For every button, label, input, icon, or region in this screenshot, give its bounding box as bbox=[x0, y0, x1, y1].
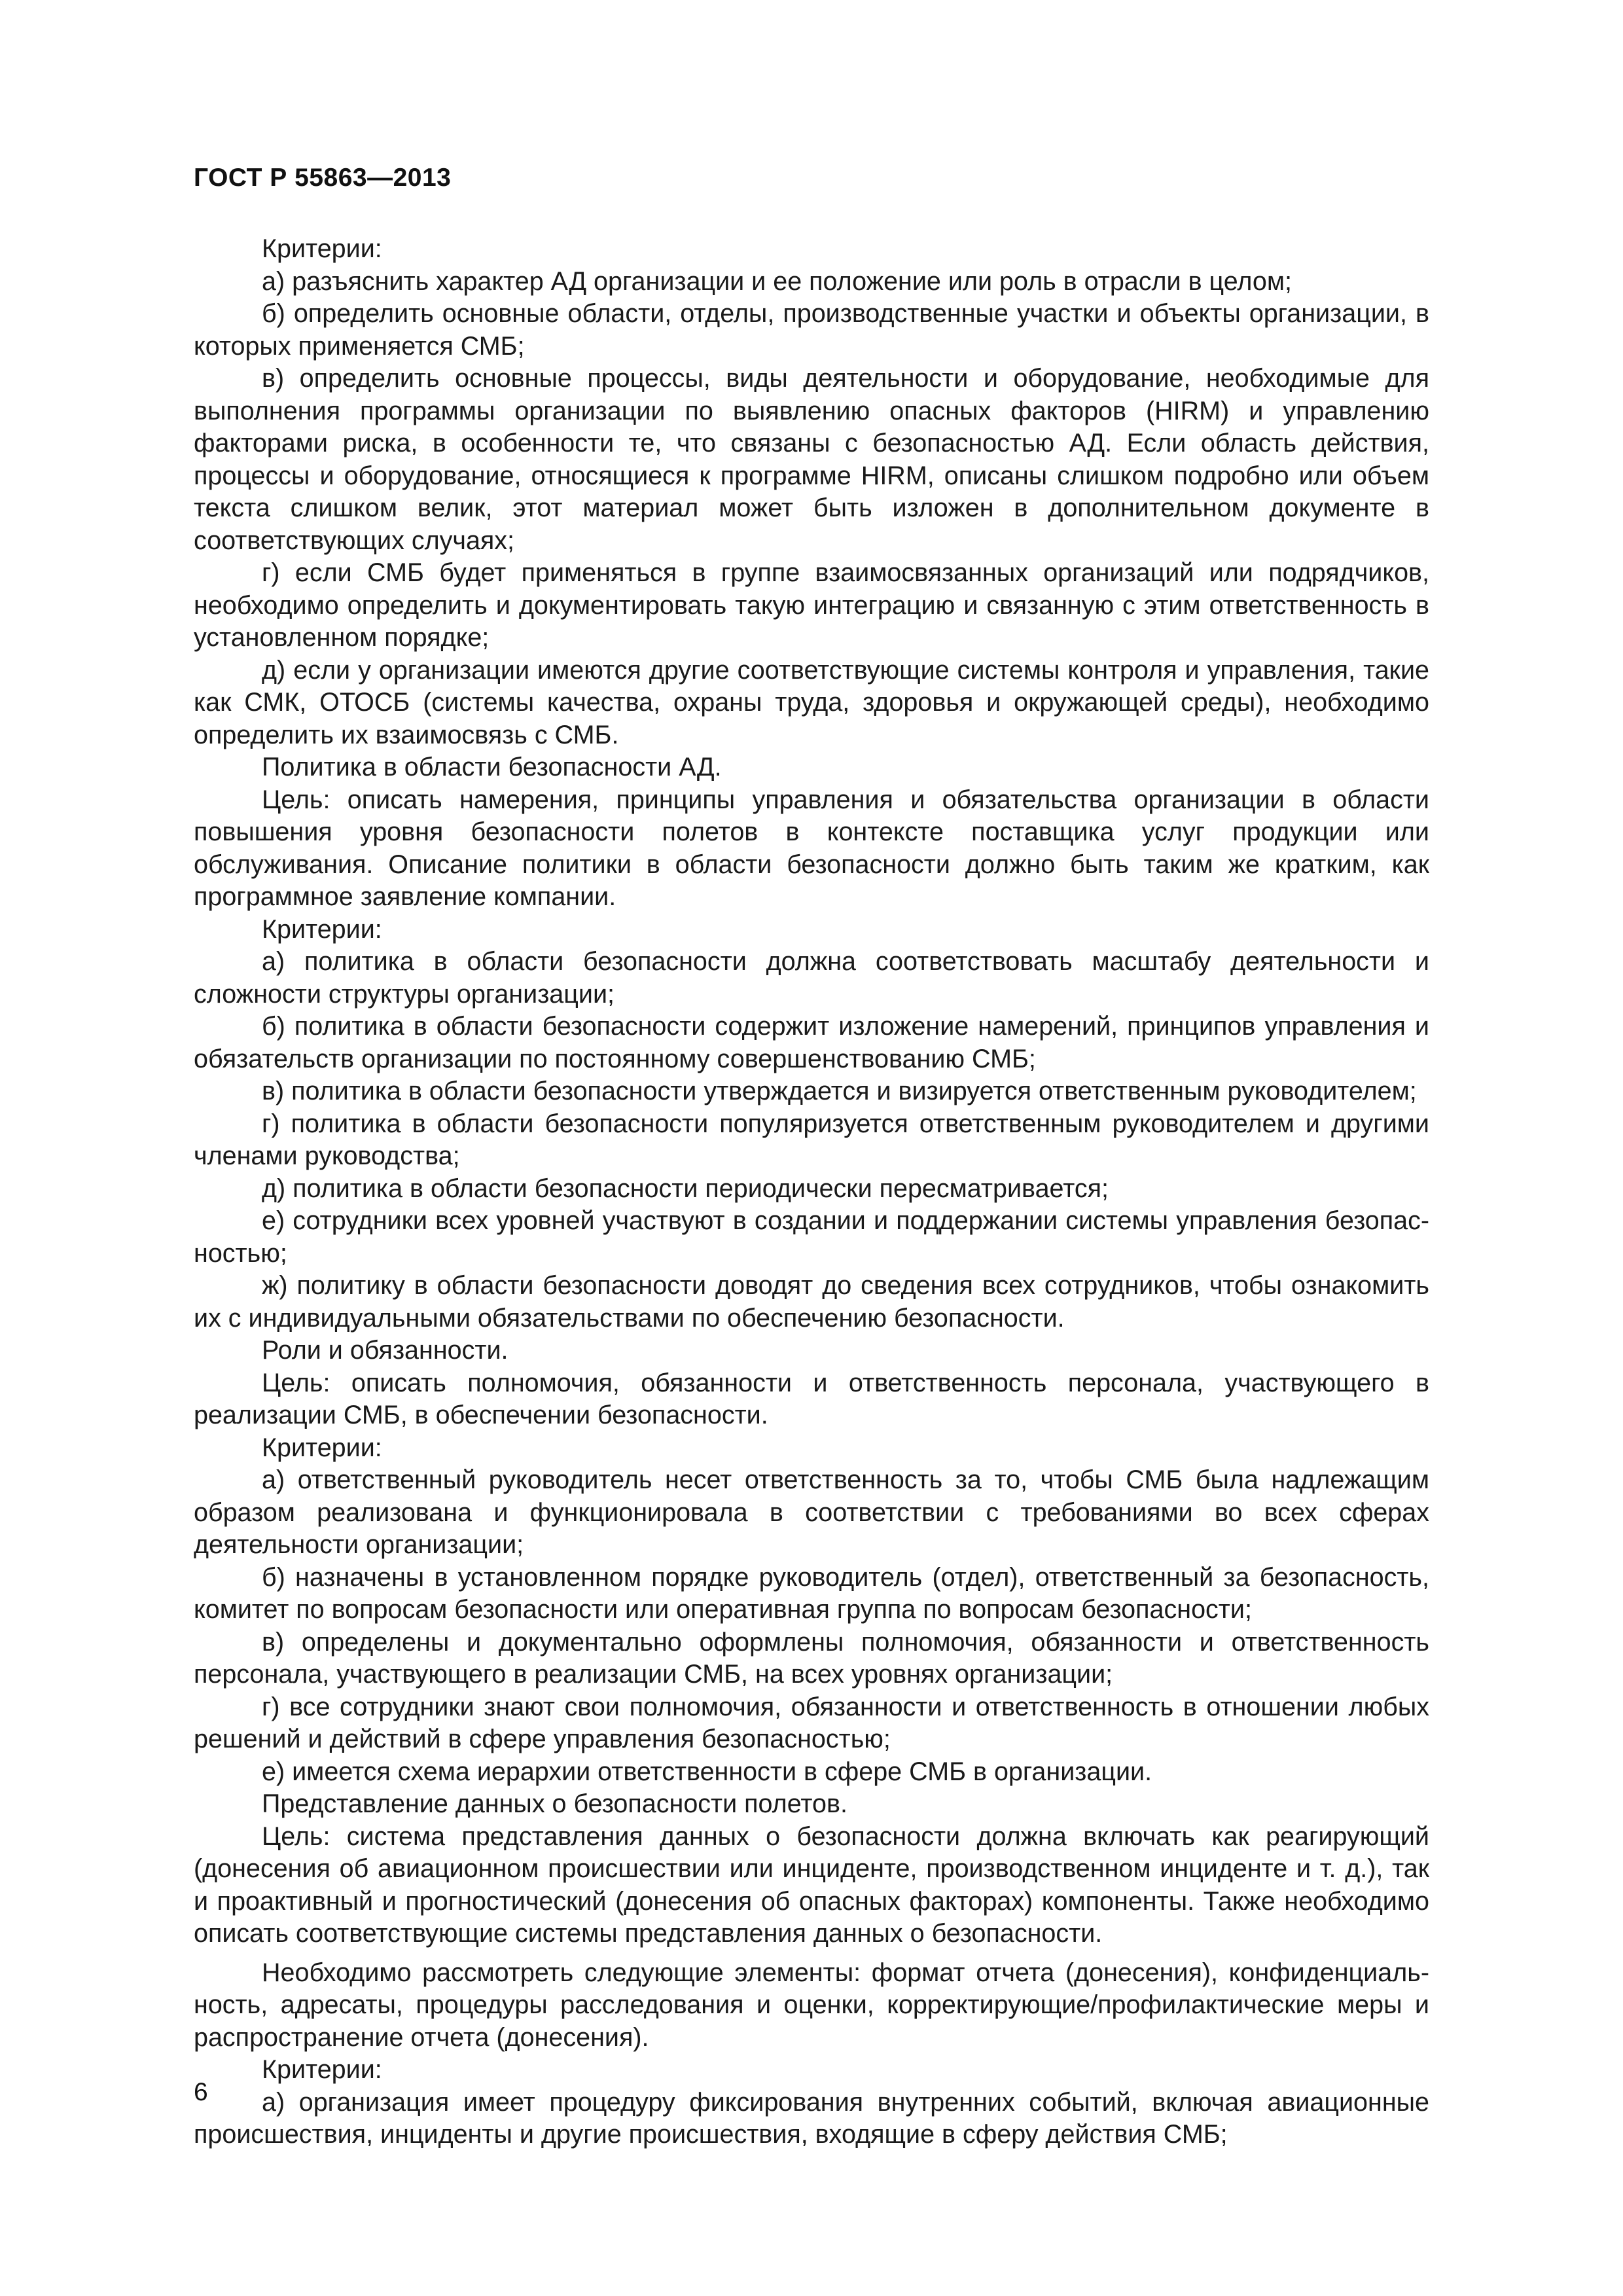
paragraph: б) назначены в установленном порядке руководитель (отдел), ответственный за безопасность, комитет по вопросам безопасности или оперативная группа по вопросам безопасности; bbox=[194, 1562, 1429, 1624]
page-number: 6 bbox=[194, 2078, 208, 2106]
paragraph: б) политика в области безопасности содержит изложение намерений, принципов управления и обязательств организации по постоянному совершенствованию СМБ; bbox=[194, 1012, 1429, 1073]
paragraph: Критерии: bbox=[262, 2055, 382, 2084]
paragraph: е) имеется схема иерархии ответственности в сфере СМБ в организации. bbox=[262, 1757, 1152, 1786]
paragraph: Цель: описать полномочия, обязанности и ответственность персонала, участвующего в реализации СМБ, в обеспечении безопасности. bbox=[194, 1368, 1429, 1429]
paragraph: б) определить основные области, отделы, производственные участки и объекты организации, в которых применяется СМБ; bbox=[194, 299, 1429, 361]
paragraph: Роли и обязанности. bbox=[262, 1336, 508, 1365]
paragraph: а) организация имеет процедуру фиксирования внутренних событий, включая авиационные происшествия, инциденты и другие происшествия, входящие в сферу действия СМБ; bbox=[194, 2087, 1429, 2149]
paragraph: д) если у организации имеются другие соответствующие системы контроля и управления, такие как СМК, ОТОСБ (системы качества, охраны труда, здоровья и окружающей среды), необходимо определить их взаимосвязь с СМБ. bbox=[194, 655, 1429, 749]
paragraph: Цель: система представления данных о безопасности должна включать как реагирующий (донесения об авиационном происшествии или инциденте, производственном инциденте и т. д.), так и проактивный и прогностический (донесения об опасных факторах) компоненты. Также необходимо описать соответствующие системы представления данных о безопасности. bbox=[194, 1821, 1429, 1948]
paragraph: Критерии: bbox=[262, 1433, 382, 1462]
paragraph: в) определить основные процессы, виды деятельности и оборудование, необходимые для выполнения программы организации по выявлению опасных факторов (HIRM) и управлению факторами риска, в особенности те, что связаны с безопасностью АД. Если область действия, процессы и оборудование, относящиеся к программе HIRM, описаны слишком подробно или объем текста слишком велик, этот материал может быть изложен в дополнительном документе в соответствующих случаях; bbox=[194, 364, 1429, 555]
paragraph: Необходимо рассмотреть следующие элементы: формат отчета (донесения), конфиденциальность, адресаты, процедуры расследования и оценки, корректирующие/профилактические меры и распространение отчета (донесения). bbox=[194, 1958, 1429, 2052]
paragraph: Критерии: bbox=[262, 914, 382, 944]
paragraph: г) если СМБ будет применяться в группе взаимосвязанных организаций или подрядчиков, необходимо определить и документировать такую интеграцию и связанную с этим ответственность в установленном порядке; bbox=[194, 558, 1429, 652]
document-header: ГОСТ Р 55863—2013 bbox=[194, 164, 452, 192]
paragraph: Цель: описать намерения, принципы управления и обязательства организации в области повышения уровня безопасности полетов в контексте поставщика услуг продукции или обслуживания. Описание политики в области безопасности должно быть таким же кратким, как программное заявление компании. bbox=[194, 785, 1429, 911]
paragraph: а) ответственный руководитель несет ответственность за то, чтобы СМБ была надлежащим образом реализована и функционировала в соответствии с требованиями во всех сферах деятельности организации; bbox=[194, 1465, 1429, 1559]
paragraph: д) политика в области безопасности периодически пересматривается; bbox=[262, 1174, 1109, 1203]
paragraph: в) политика в области безопасности утверждается и визируется ответственным руководителем; bbox=[262, 1077, 1417, 1105]
paragraph: в) определены и документально оформлены полномочия, обязанности и ответственность персонала, участвующего в реализации СМБ, на всех уровнях организации; bbox=[194, 1627, 1429, 1689]
paragraph: ж) политику в области безопасности доводят до сведения всех сотрудников, чтобы ознакомить их с индивидуальными обязательствами по обеспечению безопасности. bbox=[194, 1271, 1429, 1333]
paragraph: Представление данных о безопасности полетов. bbox=[262, 1789, 847, 1818]
paragraph: а) политика в области безопасности должна соответствовать масштабу деятельности и сложности структуры организации; bbox=[194, 947, 1429, 1009]
paragraph: г) все сотрудники знают свои полномочия, обязанности и ответственность в отношении любых решений и действий в сфере управления безопасностью; bbox=[194, 1692, 1429, 1753]
paragraph: г) политика в области безопасности популяризуется ответственным руководителем и другими членами руководства; bbox=[194, 1109, 1429, 1170]
paragraph: Критерии: bbox=[262, 234, 382, 263]
paragraph: е) сотрудники всех уровней участвуют в создании и поддержании системы управления безопасностью; bbox=[194, 1206, 1429, 1268]
paragraph: Политика в области безопасности АД. bbox=[262, 753, 722, 781]
document-body bbox=[194, 233, 1429, 2151]
paragraph: а) разъяснить характер АД организации и ее положение или роль в отрасли в целом; bbox=[262, 266, 1292, 296]
